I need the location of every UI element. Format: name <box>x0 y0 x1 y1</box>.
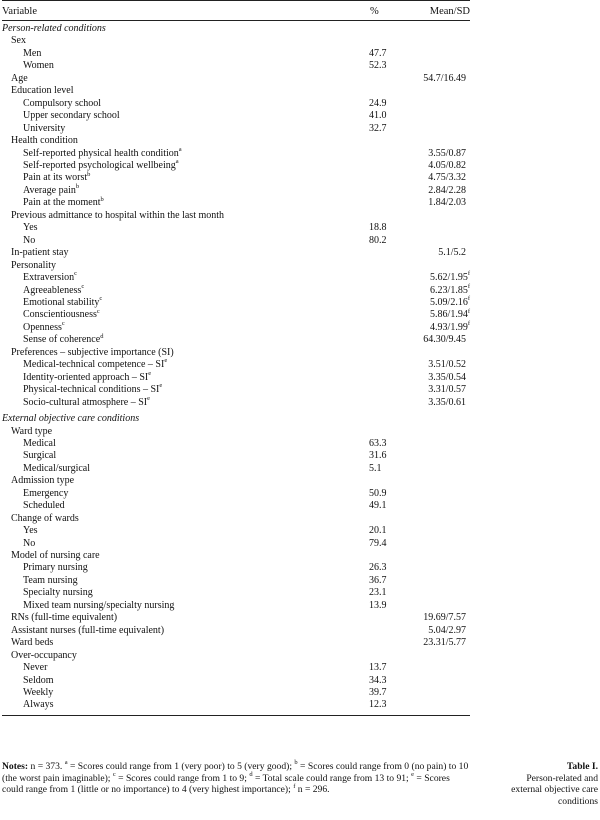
mean-sd-value <box>430 272 470 284</box>
percent-value: 52.3 <box>369 60 387 72</box>
table-row <box>2 488 470 500</box>
notes-fragment: = Total scale could range from 13 to 91; <box>252 772 412 784</box>
mean-sd-value <box>428 172 470 184</box>
mean-sd-text: 5.86/1.94 <box>430 309 468 321</box>
row-label <box>23 185 79 197</box>
footnote-marker: f <box>467 295 470 303</box>
row-label <box>2 413 139 425</box>
row-label-text: In-patient stay <box>11 247 69 259</box>
row-label-text: RNs (full-time equivalent) <box>11 612 118 624</box>
notes-label: Notes: <box>2 761 29 772</box>
row-label-text: Model of nursing care <box>11 550 100 562</box>
footnote-marker: f <box>467 307 470 315</box>
notes-fragment: = Scores could range from 1 to 9; <box>115 772 250 784</box>
row-label <box>23 172 90 184</box>
footnote-marker: f <box>467 320 470 328</box>
notes-fragment: = Scores could range from 1 (little or no importance) to 4 (very highest importance); <box>2 772 450 796</box>
table-row <box>2 309 470 321</box>
header-percent: % <box>370 6 379 17</box>
mean-sd-text: 19.69/7.57 <box>423 612 466 624</box>
mean-sd-text: 54.7/16.49 <box>423 72 466 84</box>
caption-title: Table I. <box>566 761 598 772</box>
table-row <box>2 85 470 97</box>
row-label <box>23 500 65 512</box>
row-label <box>23 123 65 135</box>
caption-line: conditions <box>558 795 598 807</box>
row-label <box>2 23 106 35</box>
row-label <box>23 687 53 699</box>
row-label-text: Never <box>23 662 48 674</box>
header-variable: Variable <box>2 6 37 17</box>
row-label-text: Conscientiousness <box>23 309 97 321</box>
table-row <box>2 110 470 122</box>
mean-sd-value <box>428 185 470 197</box>
row-label <box>11 612 117 624</box>
row-label <box>11 247 68 259</box>
table-row <box>2 282 470 297</box>
footnote-marker: b <box>75 183 80 191</box>
mean-sd-value <box>428 197 470 209</box>
percent-value: 5.1 <box>369 462 382 474</box>
notes-fragment: = Scores could range from 0 (no pain) to 10 (the worst pain imaginable); <box>2 761 469 784</box>
row-label <box>11 637 53 649</box>
row-label-text: Self-reported psychological wellbeing <box>23 159 176 171</box>
table-row <box>2 538 470 550</box>
row-label-text: Agreeableness <box>23 284 82 296</box>
table-caption <box>478 761 598 807</box>
table-row <box>2 73 470 85</box>
table-row <box>2 35 470 47</box>
row-label-text: Yes <box>23 222 38 234</box>
percent-value: 31.6 <box>369 450 387 462</box>
mean-sd-text: 3.35/0.61 <box>428 396 466 408</box>
row-label <box>23 60 54 72</box>
percent-value: 13.7 <box>369 662 387 674</box>
row-label-text: Previous admittance to hospital within the last month <box>11 209 225 221</box>
table-row <box>2 475 470 487</box>
row-label <box>11 347 174 359</box>
row-label-text: Upper secondary school <box>23 110 120 122</box>
row-label <box>23 538 35 550</box>
row-label <box>11 550 100 562</box>
row-label <box>11 85 73 97</box>
row-label <box>23 463 90 475</box>
notes-text <box>2 761 468 795</box>
footnote-marker: b <box>87 170 91 178</box>
footnote-marker: b <box>100 195 104 203</box>
data-table <box>2 0 470 716</box>
row-label <box>23 662 47 674</box>
footnote-marker: a <box>178 145 182 153</box>
footnote-marker: f <box>467 282 470 290</box>
row-label-text: Medical/surgical <box>23 462 91 474</box>
notes-fragment: n = 296. <box>295 784 330 796</box>
row-label-text: Team nursing <box>23 574 78 586</box>
footnote-marker: c <box>112 770 116 778</box>
table-row <box>2 687 470 699</box>
row-label <box>23 525 38 537</box>
row-label <box>23 282 85 297</box>
row-label-text: Socio-cultural atmosphere – SI <box>23 396 148 408</box>
mean-sd-value <box>428 148 470 160</box>
row-label-text: Medical <box>23 437 56 449</box>
footnote-marker: f <box>467 270 470 278</box>
row-label <box>23 699 54 711</box>
mean-sd-value <box>423 73 470 85</box>
row-label <box>23 110 120 122</box>
row-label <box>23 272 77 284</box>
row-label <box>23 160 179 172</box>
row-label-text: Emergency <box>23 487 69 499</box>
footnote-marker: c <box>61 320 65 328</box>
footnote-marker: c <box>96 307 100 315</box>
percent-value: 13.9 <box>369 599 387 611</box>
row-label <box>11 513 79 525</box>
bottom-rule <box>2 715 470 716</box>
percent-value: 24.9 <box>369 97 387 109</box>
row-label-text: Person-related conditions <box>2 23 106 34</box>
table-row <box>2 612 470 624</box>
row-label-text: Emotional stability <box>23 296 100 308</box>
table-row <box>2 513 470 525</box>
row-label <box>23 587 93 599</box>
footnote-marker: e <box>164 357 168 365</box>
row-label <box>11 650 77 662</box>
row-label <box>23 384 162 396</box>
percent-value: 23.1 <box>369 587 387 599</box>
table-row <box>2 185 470 197</box>
row-label <box>23 450 56 462</box>
table-row <box>2 210 470 222</box>
footnote-marker: c <box>99 295 103 303</box>
mean-sd-text: 3.31/0.57 <box>428 384 466 396</box>
mean-sd-value <box>438 247 470 259</box>
percent-value: 50.9 <box>369 487 387 499</box>
row-label-text: Ward beds <box>11 637 54 649</box>
row-label-text: Surgical <box>23 450 57 462</box>
row-label-text: Identity-oriented approach – SI <box>23 371 149 383</box>
row-label-text: Assistant nurses (full-time equivalent) <box>11 624 165 636</box>
percent-value: 47.7 <box>369 47 387 59</box>
mean-sd-text: 3.55/0.87 <box>428 147 466 159</box>
percent-value: 49.1 <box>369 500 387 512</box>
table-row <box>2 235 470 247</box>
row-label <box>23 222 38 234</box>
mean-sd-value <box>428 372 470 384</box>
row-label <box>11 625 164 637</box>
table-row <box>2 625 470 637</box>
row-label-text: Primary nursing <box>23 562 88 574</box>
row-label <box>23 562 88 574</box>
mean-sd-text: 64.30/9.45 <box>423 334 466 346</box>
mean-sd-value <box>428 359 470 371</box>
table-row <box>2 197 470 209</box>
table-row <box>2 369 470 384</box>
row-label <box>23 297 102 309</box>
mean-sd-text: 3.51/0.52 <box>428 359 466 371</box>
row-label-text: Change of wards <box>11 512 79 524</box>
percent-value: 12.3 <box>369 699 387 711</box>
caption-line: Person-related and <box>526 772 598 784</box>
table-row <box>2 334 470 346</box>
percent-value: 20.1 <box>369 525 387 537</box>
row-label-text: Men <box>23 47 42 59</box>
section-heading-row <box>2 23 470 35</box>
row-label-text: Openness <box>23 321 62 333</box>
row-label-text: University <box>23 122 66 134</box>
table-row <box>2 587 470 599</box>
table-row <box>2 123 470 135</box>
table-row <box>2 322 470 334</box>
row-label-text: Age <box>11 72 28 84</box>
mean-sd-text: 5.1/5.2 <box>438 247 466 259</box>
row-label-text: Weekly <box>23 687 54 699</box>
footnote-marker: e <box>411 770 415 778</box>
mean-sd-value <box>428 397 470 409</box>
row-label-text: Women <box>23 60 54 72</box>
row-label-text: Medical-technical competence – SI <box>23 359 165 371</box>
footnote-marker: c <box>74 270 77 278</box>
section-heading-row <box>2 413 470 425</box>
row-label <box>23 600 174 612</box>
mean-sd-text: 5.62/1.95 <box>430 272 468 284</box>
table-row <box>2 247 470 259</box>
table-row <box>2 500 470 512</box>
row-label <box>11 260 56 272</box>
row-label-text: Mixed team nursing/specialty nursing <box>23 599 175 611</box>
table-row <box>2 637 470 649</box>
table-row <box>2 297 470 309</box>
mean-sd-text: 2.84/2.28 <box>428 184 466 196</box>
row-label-text: Ward type <box>11 425 53 437</box>
mean-sd-value <box>423 637 470 649</box>
header-mean-sd: Mean/SD <box>429 6 470 17</box>
mean-sd-text: 6.23/1.85 <box>430 284 468 296</box>
table-row <box>2 550 470 562</box>
footnote-marker: a <box>175 158 179 166</box>
table-notes <box>2 761 470 796</box>
table-row <box>2 98 470 110</box>
percent-value: 39.7 <box>369 687 387 699</box>
table-row <box>2 272 470 284</box>
table-row <box>2 600 470 612</box>
mean-sd-value <box>430 297 470 309</box>
table-row <box>2 426 470 438</box>
row-label <box>23 675 54 687</box>
percent-value: 36.7 <box>369 574 387 586</box>
row-label <box>23 235 35 247</box>
table-row <box>2 450 470 462</box>
row-label-text: Over-occupancy <box>11 649 77 661</box>
row-label <box>23 369 152 384</box>
row-label-text: Always <box>23 699 54 711</box>
row-label <box>11 475 74 487</box>
row-label-text: Pain at its worst <box>23 172 88 184</box>
row-label-text: Compulsory school <box>23 97 102 109</box>
mean-sd-value <box>423 612 470 624</box>
footnote-marker: d <box>249 770 253 778</box>
mean-sd-text: 4.05/0.82 <box>428 159 466 171</box>
row-label <box>23 98 101 110</box>
row-label <box>11 35 26 47</box>
row-label <box>23 438 56 450</box>
table-row <box>2 222 470 234</box>
mean-sd-text: 4.93/1.99 <box>430 321 468 333</box>
table-row <box>2 60 470 72</box>
footnote-marker: a <box>64 759 68 767</box>
row-label <box>23 322 65 334</box>
row-label <box>23 575 78 587</box>
row-label-text: Yes <box>23 525 38 537</box>
mean-sd-text: 5.04/2.97 <box>428 624 466 636</box>
row-label-text: Sense of coherence <box>23 334 101 346</box>
table-row <box>2 384 470 396</box>
table-row <box>2 650 470 662</box>
row-label-text: External objective care conditions <box>2 413 140 425</box>
row-label-text: No <box>23 537 36 549</box>
mean-sd-value <box>430 282 470 297</box>
percent-value: 18.8 <box>369 222 387 234</box>
table-row <box>2 562 470 574</box>
mean-sd-value <box>428 625 470 637</box>
row-label <box>11 210 224 222</box>
footnote-marker: e <box>147 394 151 402</box>
table-row <box>2 525 470 537</box>
row-label-text: Seldom <box>23 674 54 686</box>
row-label <box>23 145 182 160</box>
caption-line: external objective care <box>511 784 598 796</box>
row-label-text: Personality <box>11 259 56 271</box>
table-row <box>2 394 470 409</box>
row-label-text: Health condition <box>11 135 78 147</box>
row-label-text: Admission type <box>11 475 75 487</box>
table-row <box>2 463 470 475</box>
footnote-marker: e <box>159 382 163 390</box>
row-label <box>11 73 28 85</box>
footnote-marker: c <box>81 282 85 290</box>
footnote-marker: f <box>293 782 296 790</box>
row-label-text: Physical-technical conditions – SI <box>23 384 160 396</box>
table-header <box>2 1 470 20</box>
row-label <box>23 197 104 209</box>
table-row <box>2 675 470 687</box>
mean-sd-value <box>428 160 470 172</box>
footnote-marker: d <box>100 332 104 340</box>
table-row <box>2 260 470 272</box>
row-label-text: Scheduled <box>23 500 65 512</box>
table-row <box>2 135 470 147</box>
mean-sd-value <box>428 384 470 396</box>
row-label-text: Average pain <box>23 184 76 196</box>
mean-sd-text: 1.84/2.03 <box>428 197 466 209</box>
notes-fragment: = Scores could range from 1 (very poor) to 5 (very good); <box>67 761 295 772</box>
mean-sd-text: 5.09/2.16 <box>430 296 468 308</box>
mean-sd-text: 3.35/0.54 <box>428 371 466 383</box>
row-label-text: Specialty nursing <box>23 587 93 599</box>
row-label-text: No <box>23 234 36 246</box>
percent-value: 26.3 <box>369 562 387 574</box>
table-row <box>2 347 470 359</box>
mean-sd-value <box>423 334 470 346</box>
row-label <box>23 48 41 60</box>
percent-value: 41.0 <box>369 110 387 122</box>
percent-value: 32.7 <box>369 122 387 134</box>
table-row <box>2 48 470 60</box>
mean-sd-text: 23.31/5.77 <box>423 637 466 649</box>
row-label-text: Pain at the moment <box>23 197 101 209</box>
table-row <box>2 359 470 371</box>
table-row <box>2 575 470 587</box>
row-label <box>23 334 103 346</box>
row-label-text: Education level <box>11 85 74 97</box>
row-label <box>23 359 167 371</box>
table-row <box>2 145 470 160</box>
percent-value: 80.2 <box>369 234 387 246</box>
mean-sd-value <box>430 322 470 334</box>
table-row <box>2 662 470 674</box>
row-label <box>11 426 52 438</box>
row-label-text: Sex <box>11 35 26 47</box>
row-label <box>23 394 151 409</box>
table-body <box>2 23 470 712</box>
row-label-text: Preferences – subjective importance (SI) <box>11 346 174 358</box>
mean-sd-text: 4.75/3.32 <box>428 172 466 184</box>
row-label <box>11 135 78 147</box>
table-row <box>2 699 470 711</box>
notes-fragment: n = 373. <box>28 761 65 772</box>
mean-sd-value <box>430 309 470 321</box>
percent-value: 63.3 <box>369 437 387 449</box>
table-row <box>2 160 470 172</box>
percent-value: 79.4 <box>369 537 387 549</box>
row-label-text: Extraversion <box>23 272 75 284</box>
table-row <box>2 438 470 450</box>
percent-value: 34.3 <box>369 674 387 686</box>
row-label <box>23 488 68 500</box>
footnote-marker: b <box>294 759 298 767</box>
row-label-text: Self-reported physical health condition <box>23 147 179 159</box>
footnote-marker: e <box>148 369 152 377</box>
table-row <box>2 172 470 184</box>
